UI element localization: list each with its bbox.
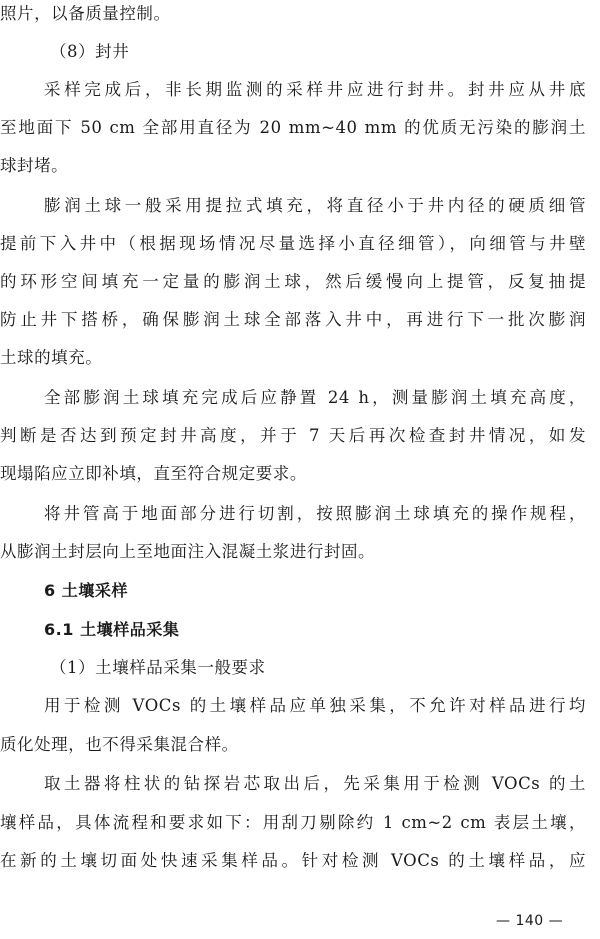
text-line: 判断是否达到预定封井高度，并于 7 天后再次检查封井情况，如发 xyxy=(0,426,586,445)
text-line: 用于检测 VOCs 的土壤样品应单独采集，不允许对样品进行均 xyxy=(44,696,586,715)
page-number: — 140 — xyxy=(496,913,564,929)
text-line: 取土器将柱状的钻探岩芯取出后，先采集用于检测 VOCs 的土 xyxy=(44,774,586,793)
text-line: 现塌陷应立即补填，直至符合规定要求。 xyxy=(0,464,307,483)
section-heading: 6 土壤采样 xyxy=(44,581,129,600)
text-line: 提前下入井中（根据现场情况尽量选择小直径细管），向细管与井壁 xyxy=(0,234,586,253)
text-line: 防止井下搭桥，确保膨润土球全部落入井中，再进行下一批次膨润 xyxy=(0,310,586,329)
text-line: 土球的填充。 xyxy=(0,348,103,367)
text-line: 在新的土壤切面处快速采集样品。针对检测 VOCs 的土壤样品，应 xyxy=(0,851,586,870)
text-line: 全部膨润土球填充完成后应静置 24 h，测量膨润土填充高度， xyxy=(44,388,586,407)
subsection-title: 6.1 土壤样品采集 xyxy=(44,620,180,639)
text-line: 壤样品，具体流程和要求如下：用刮刀剔除约 1 cm~2 cm 表层土壤， xyxy=(0,813,586,832)
text-line: 从膨润土封层向上至地面注入混凝土浆进行封固。 xyxy=(0,542,376,561)
text-line: 膨润土球一般采用提拉式填充，将直径小于井内径的硬质细管 xyxy=(44,196,586,215)
text-line: 至地面下 50 cm 全部用直径为 20 mm~40 mm 的优质无污染的膨润土 xyxy=(0,118,586,137)
text-line: 将井管高于地面部分进行切割，按照膨润土球填充的操作规程， xyxy=(44,504,586,523)
text-line: 照片，以备质量控制。 xyxy=(0,4,171,23)
text-line: 质化处理，也不得采集混合样。 xyxy=(0,735,239,754)
subsection-heading: （1）土壤样品采集一般要求 xyxy=(50,658,266,677)
subsection-heading: （8）封井 xyxy=(50,42,130,61)
text-line: 的环形空间填充一定量的膨润土球，然后缓慢向上提管，反复抽提 xyxy=(0,272,586,291)
text-line: 球封堵。 xyxy=(0,156,69,175)
text-line: 采样完成后，非长期监测的采样井应进行封井。封井应从井底 xyxy=(44,80,586,99)
